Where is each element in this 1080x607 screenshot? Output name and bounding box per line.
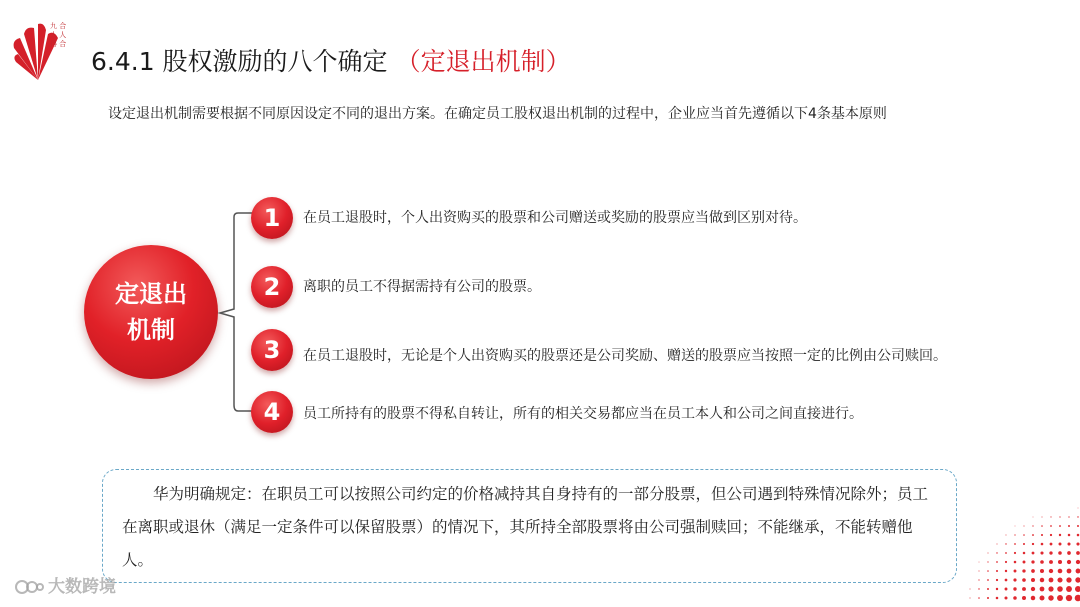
principle-text-4: 员工所持有的股票不得私自转让，所有的相关交易都应当在员工本人和公司之间直接进行。	[303, 406, 863, 422]
halftone-dot	[996, 561, 998, 563]
halftone-dot	[970, 589, 971, 590]
halftone-dot	[1050, 543, 1053, 546]
halftone-dot	[1032, 525, 1033, 526]
halftone-dot	[987, 588, 989, 590]
halftone-dot	[1049, 569, 1053, 573]
halftone-dot	[1066, 586, 1072, 592]
halftone-dot	[1022, 587, 1026, 591]
halftone-dot	[1057, 595, 1063, 601]
halftone-dot	[978, 570, 979, 571]
principle-text-2: 离职的员工不得据需持有公司的股票。	[303, 279, 541, 295]
principle-number-3: 3	[251, 329, 293, 371]
halftone-dot	[979, 562, 980, 563]
halftone-dot	[996, 579, 998, 581]
halftone-dot	[1042, 517, 1043, 518]
halftone-dot	[1075, 586, 1080, 592]
halftone-dot	[1040, 596, 1045, 601]
halftone-dot	[1014, 570, 1017, 573]
halftone-dot	[1006, 535, 1007, 536]
halftone-dot	[1005, 543, 1006, 544]
halftone-dot	[1068, 525, 1070, 527]
halftone-dot	[1059, 543, 1062, 546]
central-topic-circle	[84, 245, 218, 379]
halftone-dot	[1058, 560, 1062, 564]
halftone-dot	[1078, 508, 1079, 509]
halftone-dot	[1040, 587, 1045, 592]
brace-connector	[216, 205, 256, 420]
halftone-dot	[1077, 525, 1079, 527]
halftone-dot	[978, 588, 979, 589]
halftone-dot	[1067, 542, 1070, 545]
logo-text: 九 合 人 人 得 合	[50, 22, 67, 48]
halftone-dot	[1022, 596, 1026, 600]
halftone-dot	[1077, 534, 1080, 537]
halftone-dot	[1050, 534, 1052, 536]
halftone-dot	[1050, 516, 1051, 517]
halftone-dot	[1004, 596, 1007, 599]
halftone-dot	[996, 570, 998, 572]
halftone-dot	[1057, 586, 1063, 592]
halftone-dot	[1031, 569, 1035, 573]
halftone-dots-decoration	[930, 477, 1080, 607]
note-text: 华为明确规定：在职员工可以按照公司约定的价格减持其自身持有的一部分股票，但公司遇到特殊情况除外；员工在离职或退休（满足一定条件可以保留股票）的情况下，其所持全部股票将由公司强制赎回；不能继承，不能转赠他人。	[122, 485, 929, 569]
halftone-dot	[1059, 516, 1060, 517]
halftone-dot	[1022, 578, 1026, 582]
halftone-dot	[1076, 551, 1080, 555]
principle-number-2: 2	[251, 266, 293, 308]
halftone-dot	[1041, 525, 1043, 527]
principle-text-1: 在员工退股时，个人出资购买的股票和公司赠送或奖励的股票应当做到区别对待。	[303, 210, 807, 226]
title-highlight: （定退出机制）	[395, 47, 571, 76]
halftone-dot	[987, 561, 988, 562]
watermark	[14, 572, 116, 597]
halftone-dot	[1005, 579, 1008, 582]
halftone-dot	[1023, 543, 1025, 545]
halftone-dot	[1077, 516, 1078, 517]
title-main: 6.4.1 股权激励的八个确定	[91, 47, 388, 76]
principle-number-1: 1	[251, 197, 293, 239]
halftone-dot	[1068, 534, 1071, 537]
halftone-dot	[1067, 569, 1072, 574]
central-topic-label	[106, 276, 196, 348]
halftone-dot	[1023, 534, 1025, 536]
halftone-dot	[1005, 561, 1007, 563]
halftone-dot	[987, 597, 989, 599]
halftone-dot	[988, 553, 989, 554]
watermark-text: 大数跨境	[48, 577, 116, 597]
halftone-dot	[1022, 569, 1025, 572]
halftone-dot	[1049, 551, 1052, 554]
halftone-dot	[1005, 570, 1007, 572]
halftone-dot	[1067, 551, 1071, 555]
halftone-dot	[1049, 560, 1053, 564]
halftone-dot	[969, 597, 970, 598]
halftone-dot	[1066, 577, 1071, 582]
principle-number-4: 4	[251, 391, 293, 433]
page-title	[91, 42, 571, 78]
halftone-dot	[1076, 569, 1080, 574]
halftone-dot	[1014, 543, 1016, 545]
halftone-dot	[1031, 578, 1035, 582]
halftone-dot	[1048, 595, 1053, 600]
halftone-dot	[1068, 516, 1069, 517]
halftone-dot	[1050, 525, 1052, 527]
halftone-dot	[996, 597, 999, 600]
halftone-dot	[1023, 525, 1024, 526]
halftone-dot	[1023, 561, 1026, 564]
halftone-dot	[1041, 543, 1044, 546]
halftone-dot	[1014, 561, 1017, 564]
halftone-dot	[996, 588, 998, 590]
halftone-dot	[1075, 595, 1080, 602]
halftone-dot	[1032, 534, 1034, 536]
halftone-dot	[978, 597, 980, 599]
central-label-line1: 定退出	[115, 280, 187, 308]
halftone-dot	[1076, 542, 1079, 545]
halftone-dot	[1057, 577, 1062, 582]
halftone-dot	[1005, 552, 1007, 554]
halftone-dot	[1005, 588, 1008, 591]
halftone-dot	[1014, 534, 1015, 535]
halftone-dot	[1015, 526, 1016, 527]
halftone-dot	[1013, 578, 1016, 581]
halftone-dot	[1032, 552, 1035, 555]
halftone-dot	[1040, 569, 1044, 573]
halftone-dot	[996, 543, 997, 544]
halftone-dot	[1066, 595, 1072, 601]
central-label-line2: 机制	[127, 316, 175, 344]
halftone-dot	[1031, 560, 1034, 563]
principle-text-3: 在员工退股时，无论是个人出资购买的股票还是公司奖励、赠送的股票应当按照一定的比例由公司赎回。	[303, 348, 947, 364]
halftone-dot	[987, 570, 989, 572]
intro-text: 设定退出机制需要根据不同原因设定不同的退出方案。在确定员工股权退出机制的过程中，企业应当首先遵循以下4条基本原则	[108, 106, 887, 122]
watermark-logo-icon	[14, 577, 44, 597]
halftone-dot	[1040, 560, 1044, 564]
halftone-dot	[1013, 596, 1017, 600]
halftone-dot	[1040, 551, 1043, 554]
halftone-dot	[1049, 578, 1054, 583]
halftone-dot	[1014, 552, 1016, 554]
halftone-dot	[1067, 560, 1071, 564]
halftone-dot	[987, 579, 989, 581]
halftone-dot	[1031, 596, 1036, 601]
halftone-dot	[1013, 587, 1016, 590]
halftone-dot	[1076, 560, 1080, 564]
halftone-dot	[1059, 534, 1061, 536]
halftone-dot	[996, 552, 997, 553]
halftone-dot	[1059, 525, 1061, 527]
halftone-dot	[1041, 534, 1043, 536]
halftone-dot	[1058, 569, 1063, 574]
halftone-dot	[978, 579, 979, 580]
halftone-dot	[1023, 552, 1026, 555]
halftone-dot	[1033, 517, 1034, 518]
halftone-dot	[1040, 578, 1044, 582]
halftone-dot	[1032, 543, 1034, 545]
halftone-dot	[1075, 577, 1080, 582]
halftone-dot	[1031, 587, 1035, 591]
halftone-dot	[1058, 551, 1062, 555]
halftone-dot	[1048, 586, 1053, 591]
